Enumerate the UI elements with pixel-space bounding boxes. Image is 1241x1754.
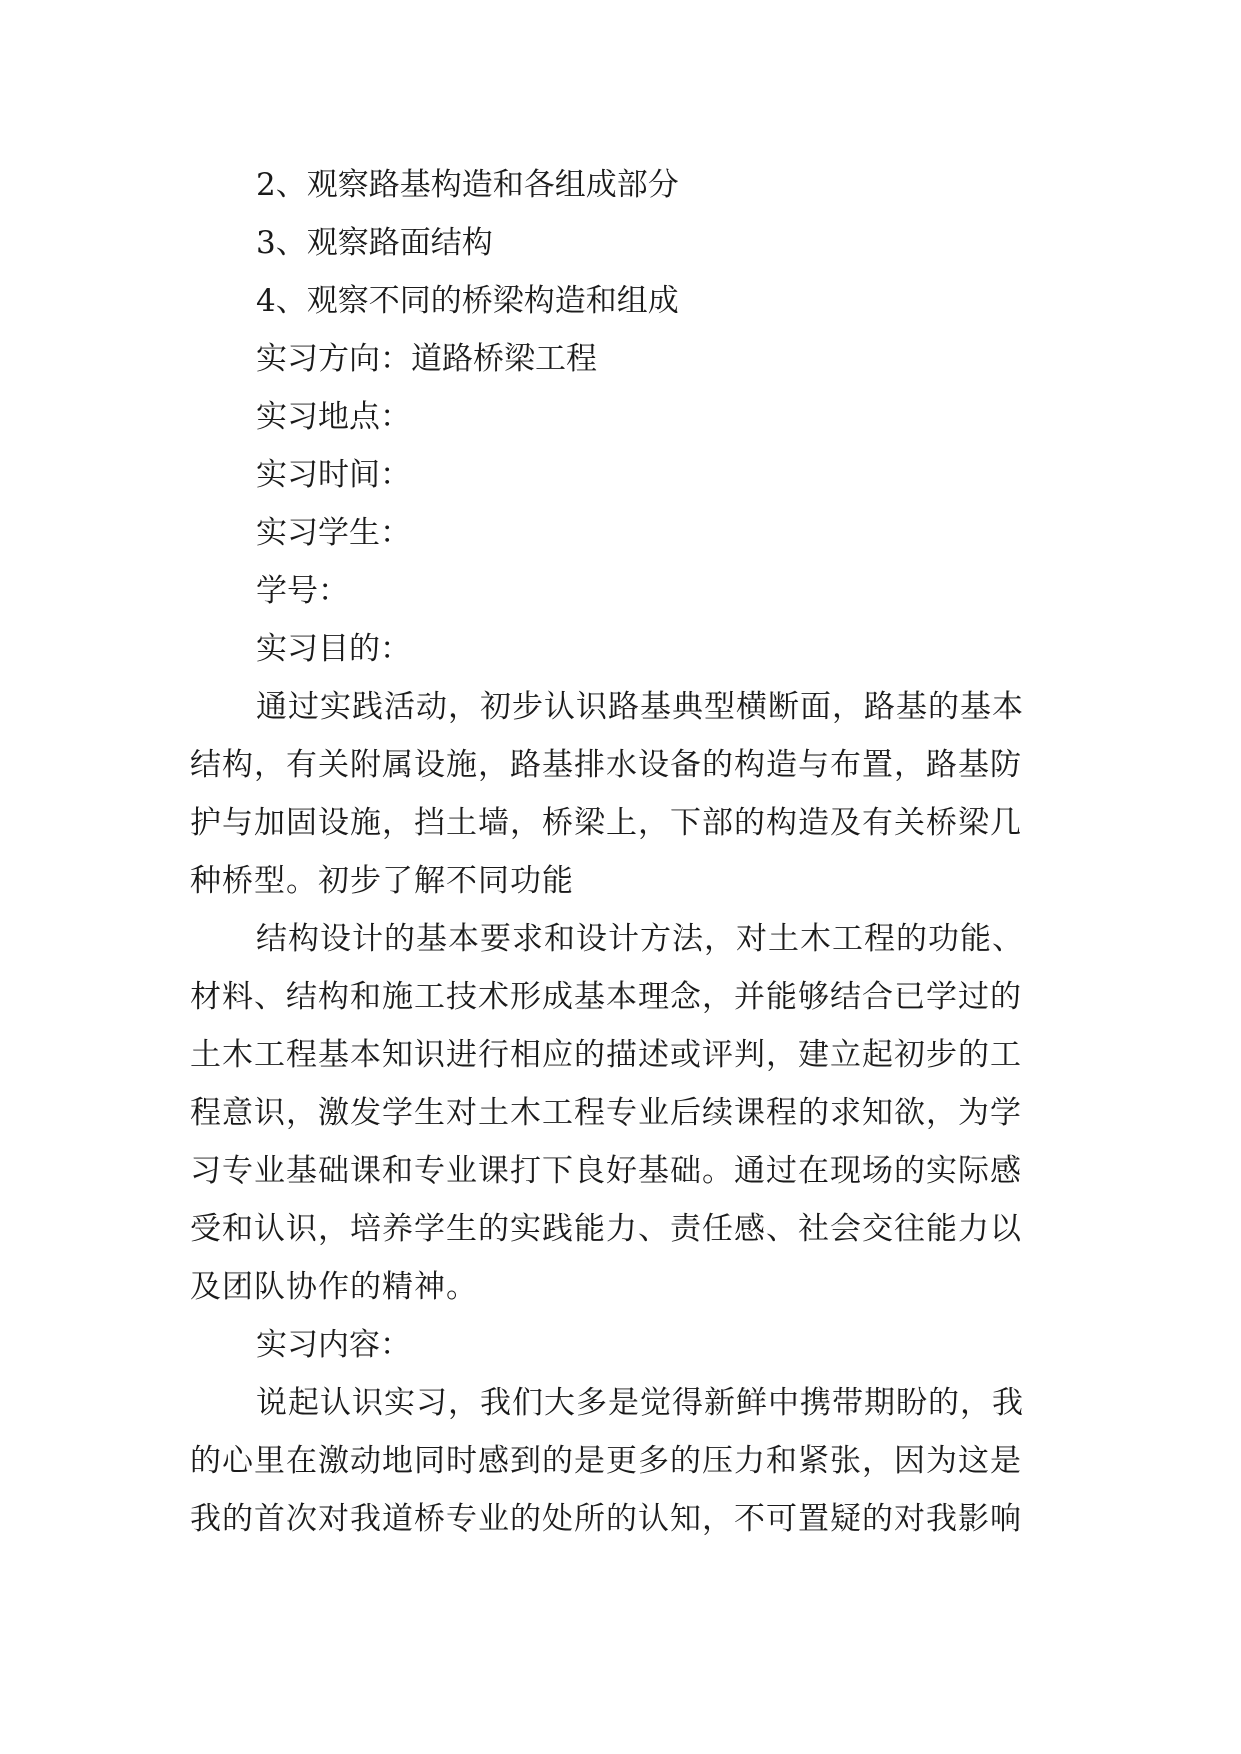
field-student-id: 学号：	[256, 573, 349, 609]
paragraph-design-line: 受和认识，培养学生的实践能力、责任感、社会交往能力以	[190, 1211, 1022, 1247]
field-location: 实习地点：	[256, 399, 411, 435]
list-item-observe-bridges: 4、观察不同的桥梁构造和组成	[256, 283, 679, 319]
paragraph-purpose-line: 护与加固设施，挡土墙，桥梁上，下部的构造及有关桥梁几	[190, 805, 1022, 841]
field-time: 实习时间：	[256, 457, 411, 493]
paragraph-design-line: 结构设计的基本要求和设计方法，对土木工程的功能、	[256, 921, 1024, 957]
paragraph-design-line: 土木工程基本知识进行相应的描述或评判，建立起初步的工	[190, 1037, 1022, 1073]
field-student: 实习学生：	[256, 515, 411, 551]
content-heading: 实习内容：	[256, 1327, 411, 1363]
paragraph-purpose-line: 种桥型。初步了解不同功能	[190, 863, 574, 899]
list-item-observe-pavement: 3、观察路面结构	[256, 225, 493, 261]
paragraph-content-line: 说起认识实习，我们大多是觉得新鲜中携带期盼的，我	[256, 1385, 1024, 1421]
paragraph-design-line: 程意识，激发学生对土木工程专业后续课程的求知欲，为学	[190, 1095, 1022, 1131]
list-item-observe-subgrade: 2、观察路基构造和各组成部分	[256, 167, 679, 203]
purpose-heading: 实习目的：	[256, 631, 411, 667]
field-direction: 实习方向：道路桥梁工程	[256, 341, 597, 377]
paragraph-content-line: 我的首次对我道桥专业的处所的认知，不可置疑的对我影响	[190, 1501, 1022, 1537]
paragraph-design-line: 材料、结构和施工技术形成基本理念，并能够结合已学过的	[190, 979, 1022, 1015]
paragraph-content-line: 的心里在激动地同时感到的是更多的压力和紧张，因为这是	[190, 1443, 1022, 1479]
paragraph-purpose-line: 通过实践活动，初步认识路基典型横断面，路基的基本	[256, 689, 1024, 725]
paragraph-purpose-line: 结构，有关附属设施，路基排水设备的构造与布置，路基防	[190, 747, 1022, 783]
paragraph-design-line: 及团队协作的精神。	[190, 1269, 478, 1305]
paragraph-design-line: 习专业基础课和专业课打下良好基础。通过在现场的实际感	[190, 1153, 1022, 1189]
